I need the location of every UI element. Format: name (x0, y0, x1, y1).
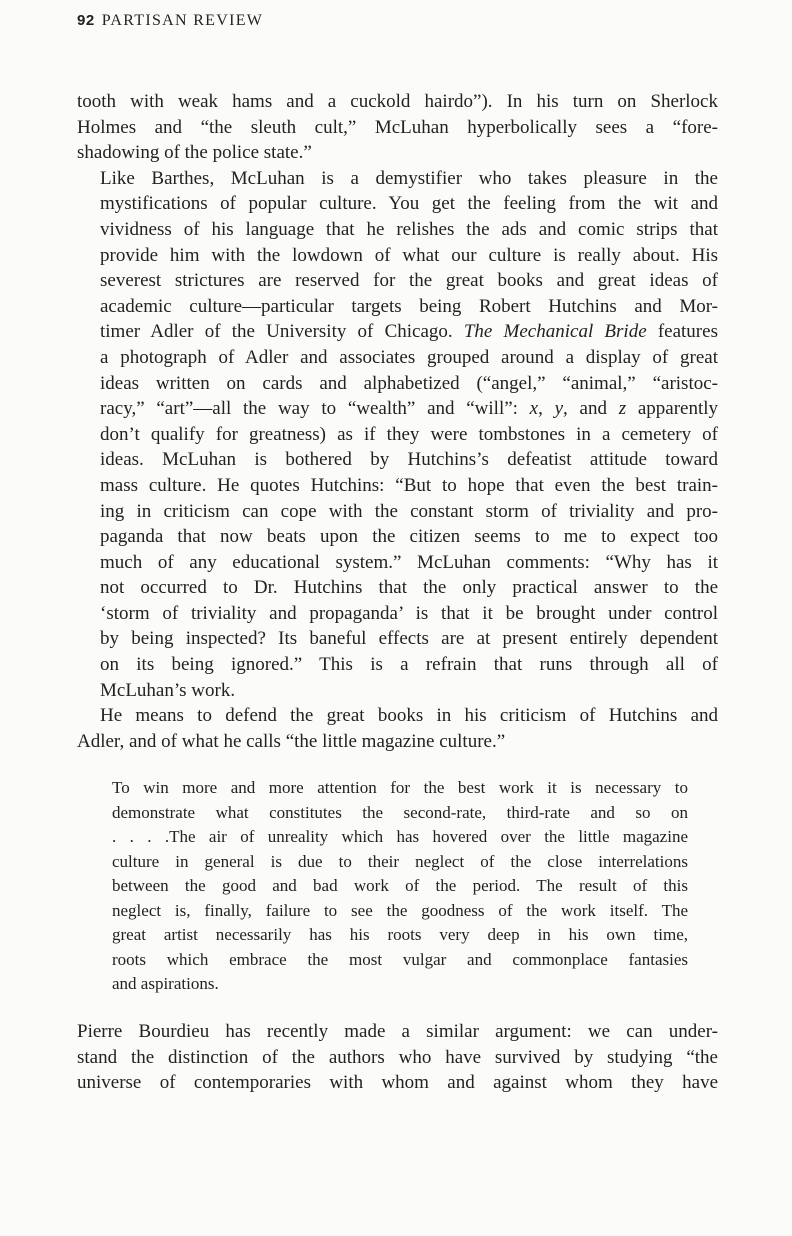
text-run: , and (563, 398, 619, 420)
text-run: racy,” “art”—all the way to “wealth” and “will”: (100, 398, 530, 420)
quote-line: To win more and more attention for the best work it is necessary to (112, 778, 688, 798)
text-line: ideas. McLuhan is bothered by Hutchins’s defeatist attitude toward (100, 449, 718, 471)
variable-z: z (618, 398, 627, 420)
text-run: timer Adler of the University of Chicago. (100, 321, 464, 343)
text-line: mass culture. He quotes Hutchins: “But to hope that even the best train- (100, 474, 718, 496)
text-line: He means to defend the great books in his criticism of Hutchins and (100, 705, 718, 727)
text-line: a photograph of Adler and associates grouped around a display of great (100, 346, 718, 368)
text-line: severest strictures are reserved for the great books and great ideas of (100, 270, 718, 292)
text-line: Adler, and of what he calls “the little magazine culture.” (77, 730, 506, 752)
text-line: McLuhan’s work. (100, 679, 236, 701)
text-line: provide him with the lowdown of what our culture is really about. His (100, 244, 718, 266)
text-line: mystifications of popular culture. You get the feeling from the wit and (100, 193, 718, 215)
book-title: The Mechanical Bride (463, 321, 647, 343)
text-line: Holmes and “the sleuth cult,” McLuhan hyperbolically sees a “fore- (77, 116, 718, 138)
text-line: much of any educational system.” McLuhan comments: “Why has it (100, 551, 718, 573)
text-line: ‘storm of triviality and propaganda’ is that it be brought under control (100, 602, 718, 624)
article-body (77, 89, 718, 1096)
quote-line: and aspirations. (112, 974, 219, 994)
text-line: Like Barthes, McLuhan is a demystifier who takes pleasure in the (100, 167, 718, 189)
paragraph-bourdieu (77, 1019, 718, 1096)
text-line: not occurred to Dr. Hutchins that the only practical answer to the (100, 577, 718, 599)
text-line: tooth with weak hams and a cuckold hairdo”). In his turn on Sherlock (77, 91, 718, 112)
variable-y: y (554, 398, 564, 420)
text-line (77, 319, 718, 345)
text-line: shadowing of the police state.” (77, 142, 312, 164)
text-line: ing in criticism can cope with the constant storm of triviality and pro- (100, 500, 718, 522)
text-line: don’t qualify for greatness) as if they were tombstones in a cemetery of (100, 423, 718, 445)
quote-line: neglect is, finally, failure to see the goodness of the work itself. The (112, 900, 688, 920)
quote-line: roots which embrace the most vulgar and commonplace fantasies (112, 949, 688, 969)
text-line: by being inspected? Its baneful effects are at present entirely dependent (100, 628, 718, 650)
paragraph-great-books (77, 703, 718, 754)
text-line (77, 396, 718, 422)
quote-line: demonstrate what constitutes the second-rate, third-rate and so on (112, 802, 688, 822)
paragraph-barthes (77, 166, 718, 703)
text-line: universe of contemporaries with whom and against whom they have (77, 1072, 718, 1094)
paragraph-continued (77, 89, 718, 166)
page-number: 92 (77, 12, 95, 29)
text-line: academic culture—particular targets being Robert Hutchins and Mor- (100, 295, 718, 317)
running-head (77, 12, 263, 30)
block-quote (112, 776, 688, 997)
quote-line: between the good and bad work of the period. The result of this (112, 876, 688, 896)
text-line: stand the distinction of the authors who have survived by studying “the (77, 1046, 718, 1068)
text-line: vividness of his language that he relishes the ads and comic strips that (100, 218, 718, 240)
text-run: features (646, 321, 718, 343)
text-line: Pierre Bourdieu has recently made a similar argument: we can under- (77, 1020, 718, 1042)
journal-title: PARTISAN REVIEW (101, 12, 264, 29)
quote-line: culture in general is due to their neglect of the close interrelations (112, 851, 688, 871)
text-line: on its being ignored.” This is a refrain that runs through all of (100, 654, 718, 676)
text-run: , (538, 398, 555, 420)
quote-line: . . . .The air of unreality which has hovered over the little magazine (112, 827, 688, 847)
text-line: ideas written on cards and alphabetized (“angel,” “animal,” “aristoc- (100, 372, 718, 394)
text-line: paganda that now beats upon the citizen seems to me to expect too (100, 526, 718, 548)
text-run: apparently (626, 398, 719, 420)
quote-line: great artist necessarily has his roots very deep in his own time, (112, 925, 688, 945)
variable-x: x (529, 398, 539, 420)
